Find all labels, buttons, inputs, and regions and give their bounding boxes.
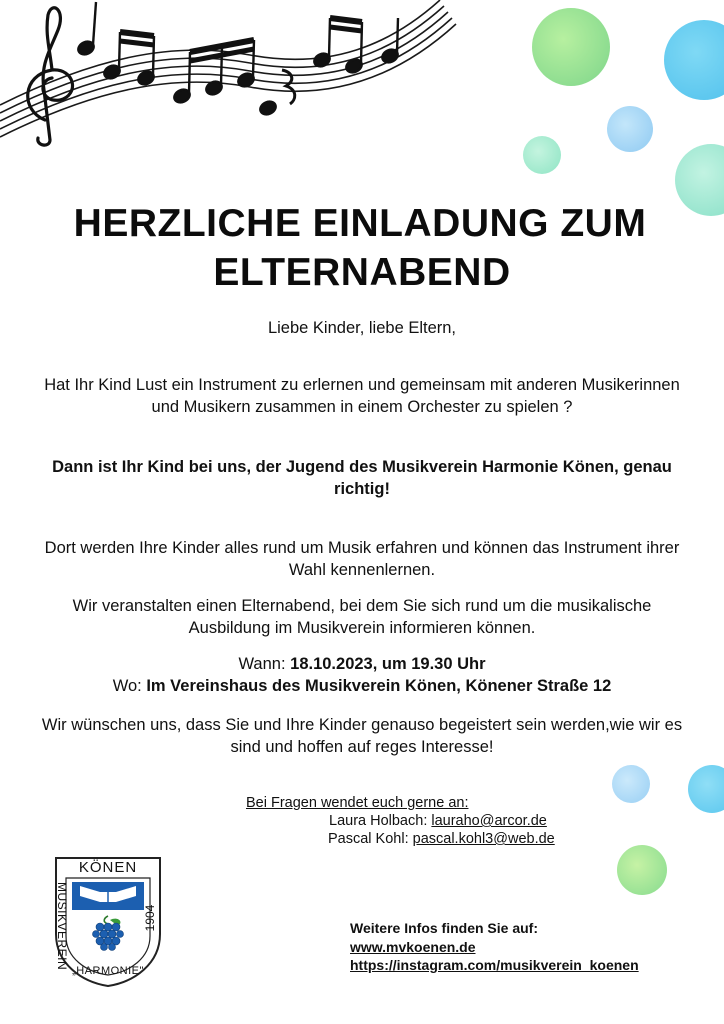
- event-paragraph: [20, 595, 704, 639]
- decor-dot-blue-bottom-right: [688, 765, 724, 813]
- closing-line1: Wir wünschen uns, dass Sie und Ihre Kinder genauso begeistert sein werden,wie wir es: [41, 716, 683, 734]
- contact-laura-email-link[interactable]: lauraho@arcor.de: [431, 813, 547, 829]
- contact-laura: [329, 812, 547, 830]
- logo-left-text: MUSIKVEREIN: [55, 882, 69, 971]
- contact-pascal-email-link[interactable]: pascal.kohl3@web.de: [412, 831, 555, 847]
- decor-dot-green-top: [532, 8, 610, 86]
- highlight-paragraph: [20, 456, 704, 500]
- learn-paragraph: [20, 537, 704, 581]
- event-line1: Wir veranstalten einen Elternabend, bei dem Sie sich rund um die musikalische: [72, 597, 652, 615]
- when-where-block: [20, 653, 704, 697]
- page-title-line2: ELTERNABEND: [213, 251, 511, 294]
- logo-bottom-text: „HARMONIE": [72, 965, 144, 977]
- decor-dot-lightblue-mid: [607, 106, 653, 152]
- highlight-line2: richtig!: [334, 480, 390, 498]
- website-link[interactable]: www.mvkoenen.de: [350, 939, 476, 955]
- question-line2: und Musikern zusammen in einem Orchester zu spielen ?: [151, 398, 573, 416]
- grape-icon: [90, 914, 126, 952]
- when-label: Wann:: [238, 655, 291, 673]
- decor-dot-mint-small: [523, 136, 561, 174]
- decor-dot-lightblue-bottom: [612, 765, 650, 803]
- logo-right-text: 1904: [143, 904, 157, 932]
- closing-paragraph: [20, 714, 704, 758]
- instagram-link[interactable]: https://instagram.com/musikverein_koenen: [350, 957, 639, 973]
- decor-dot-blue-top-right: [664, 20, 724, 100]
- club-logo: [54, 856, 162, 988]
- logo-top-text: KÖNEN: [78, 859, 138, 876]
- highlight-line1: Dann ist Ihr Kind bei uns, der Jugend des Musikverein Harmonie Könen, genau: [52, 458, 672, 476]
- event-line2: Ausbildung im Musikverein informieren können.: [188, 619, 536, 637]
- closing-line2: sind und hoffen auf reges Interesse!: [230, 738, 494, 756]
- decor-dot-green-bottom: [617, 845, 667, 895]
- question-paragraph: [20, 374, 704, 418]
- music-staff-icon: [0, 0, 460, 150]
- contact-pascal: [328, 830, 555, 848]
- contact-laura-name: Laura Holbach:: [329, 813, 432, 829]
- event-date: 18.10.2023, um 19.30 Uhr: [290, 655, 486, 673]
- learn-line2: Wahl kennenlernen.: [288, 561, 436, 579]
- page-title-line1: HERZLICHE EINLADUNG ZUM: [73, 202, 647, 245]
- event-location: Im Vereinshaus des Musikverein Könen, Könener Straße 12: [146, 677, 612, 695]
- greeting: Liebe Kinder, liebe Eltern,: [267, 319, 457, 337]
- question-line1: Hat Ihr Kind Lust ein Instrument zu erlernen und gemeinsam mit anderen Musikerinnen: [44, 376, 680, 394]
- contact-pascal-name: Pascal Kohl:: [328, 831, 413, 847]
- more-info-heading: Weitere Infos finden Sie auf:: [350, 920, 538, 936]
- contact-heading: Bei Fragen wendet euch gerne an:: [246, 795, 469, 811]
- learn-line1: Dort werden Ihre Kinder alles rund um Musik erfahren und können das Instrument ihrer: [44, 539, 680, 557]
- where-label: Wo:: [112, 677, 147, 695]
